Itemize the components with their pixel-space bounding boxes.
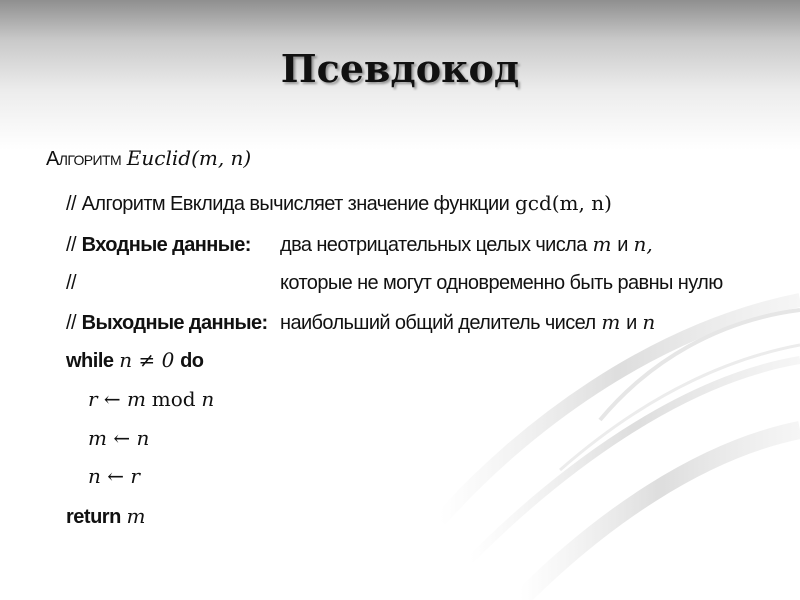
algorithm-params: (m, n)	[191, 146, 252, 170]
mod-operator: mod	[151, 387, 196, 411]
input-var-m: m	[592, 232, 612, 256]
statement-m-assign	[88, 424, 149, 452]
output-line	[66, 308, 786, 337]
input-continuation-text: которые не могут одновременно быть равны нулю	[280, 272, 723, 294]
input-and: и	[617, 234, 628, 256]
input-text: два неотрицательных целых числа	[280, 234, 587, 256]
statement-n-assign	[88, 462, 140, 490]
algorithm-name: Euclid	[126, 146, 192, 170]
input-continuation-prefix: //	[66, 272, 76, 294]
output-comment-prefix: //	[66, 312, 76, 334]
return-line	[66, 502, 146, 531]
comment-description: Алгоритм Евклида вычисляет значение функции	[81, 193, 510, 215]
algorithm-header	[46, 144, 251, 173]
statement-r-lhs: r ← m	[88, 387, 146, 411]
algorithm-keyword: Алгоритм	[46, 148, 122, 170]
return-keyword: return	[66, 506, 121, 528]
input-label: Входные данные:	[81, 234, 251, 256]
output-label: Выходные данные:	[81, 312, 268, 334]
output-var-n: n	[642, 310, 656, 334]
statement-m-text: m ← n	[88, 426, 150, 450]
while-keyword: while	[66, 350, 114, 372]
output-text: наибольший общий делитель чисел	[280, 312, 596, 334]
output-and: и	[626, 312, 637, 334]
input-continuation-line	[66, 268, 786, 297]
comment-description-line	[66, 189, 612, 218]
while-line	[66, 346, 204, 375]
return-value: m	[126, 504, 146, 528]
comment-prefix: //	[66, 193, 76, 215]
comment-function: gcd(m, n)	[514, 191, 612, 215]
slide-title: Псевдокод	[280, 46, 520, 91]
do-keyword: do	[180, 350, 204, 372]
input-line	[66, 230, 786, 259]
input-var-n: n,	[633, 232, 653, 256]
while-condition: n ≠ 0	[119, 348, 175, 372]
statement-r-rhs: n	[201, 387, 215, 411]
input-comment-prefix: //	[66, 234, 76, 256]
statement-n-text: n ← r	[88, 464, 140, 488]
output-var-m: m	[601, 310, 621, 334]
statement-r-assign	[88, 385, 214, 413]
